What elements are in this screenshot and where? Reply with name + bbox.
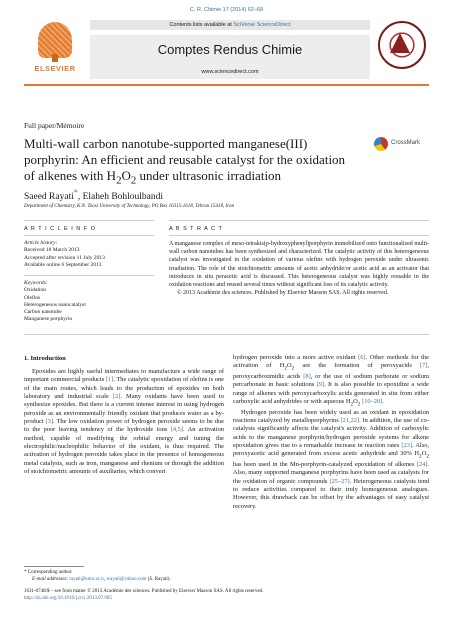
title-sub-2: 2 <box>130 174 137 187</box>
contents-prefix: Contents lists available at <box>169 22 232 28</box>
doi-link[interactable]: http://dx.doi.org/10.1016/j.crci.2013.07.005 <box>24 596 112 601</box>
article-history <box>24 240 154 269</box>
abstract <box>169 240 429 297</box>
keyword: Manganese porphyrin <box>24 316 73 323</box>
citation-link[interactable]: [10–20] <box>362 398 383 405</box>
keyword: Oxidation <box>24 287 46 294</box>
keyword: Carbon nanotube <box>24 309 62 316</box>
keyword: Olefins <box>24 294 41 301</box>
citation-link[interactable]: [25–27] <box>329 477 350 485</box>
copyright: © 2013 Académie des sciences. Published by Elsevier Masson SAS. All rights reserved. <box>177 290 389 297</box>
title-sub-1: 2 <box>116 174 122 187</box>
footnote-rule <box>24 566 84 567</box>
footer-rights: 1631-0748/$ – see front matter © 2013 Académie des sciences. Published by Elsevier Masson SAS. All rights reserved. <box>24 589 264 594</box>
body-column-left <box>24 368 224 476</box>
subscript: 2 <box>357 401 361 408</box>
divider <box>24 235 154 236</box>
article-info-heading: A R T I C L E I N F O <box>24 226 96 232</box>
intro-paragraph-2: hydrogen peroxide into a more active oxidant [6]. Other methods for the activation of $H_2O_2$ are the formation of peroxyacids [7], peroxycarboximidic acids [8], or the use of sodium perborate or sodium percarbonate in basic solutions [9]. It is also possible to epoxidize a wide range of alkenes with peroxycarboxylic acids generated in situ from either carboxylic acid anhydrides or with aqueous $H_2O_2$ [10–20]. <box>233 354 429 408</box>
elsevier-logo <box>28 20 82 76</box>
keyword: Heterogeneous nanocatalyst <box>24 301 86 308</box>
citation-link[interactable]: [2] <box>112 393 121 401</box>
title-line-2: porphyrin: An efficient and reusable catalyst for the oxidation <box>24 152 346 167</box>
email-line: E-mail addresses: rayati@kntu.ac.ir, srayati@yahoo.com (S. Rayati). <box>32 576 171 582</box>
header-rule <box>24 84 429 86</box>
history-label: Article history: <box>24 240 58 246</box>
title-line-1: Multi-wall carbon nanotube-supported manganese(III) <box>24 136 308 151</box>
crossmark-icon <box>374 137 388 151</box>
title-line-3-pre: of alkenes with H <box>24 168 117 183</box>
online-date: Available online 6 September 2013 <box>24 261 102 268</box>
body-column-right <box>233 354 429 511</box>
citation-link[interactable]: [3] <box>45 418 53 426</box>
author-1: Saeed Rayati <box>24 192 74 203</box>
title-line-3 <box>24 168 374 189</box>
page-footer <box>24 588 429 602</box>
divider <box>169 235 429 236</box>
publisher-logo-text: ELSEVIER <box>34 64 76 73</box>
contents-line <box>90 20 370 30</box>
author-separator: , <box>77 192 83 203</box>
intro-paragraph-3: Hydrogen peroxide has been widely used as an oxidant in epoxidation reactions catalyzed by metalloporphyrins [21,22]. In addition, the use of co-catalysts significantly affects the catalyst's activity. Addition of carboxylic acids to the manganese porphyrin/hydrogen peroxide systems for alkene epoxidation gives rise to a remarkable increase in reaction rates [23]. Also, peroxyacetic acid generated from excess acetic anhydride and 30% $H_2O_2$ has been used in the Mn-porphyrin-catalyzed epoxidation of alkenes [24]. Also, many supported manganese porphyrins have been used as catalysts for the oxidation of organic compounds [25–27]. Heterogeneous catalysts tend to reduce activities compared to their truly homogeneous analogues. However, this drawback can be offset by the advantages of easy catalyst recovery. <box>233 408 430 510</box>
keywords-label: Keywords: <box>24 280 48 286</box>
citation-link[interactable]: [6] <box>358 354 366 361</box>
section-heading: 1. Introduction <box>24 355 66 362</box>
abstract-text: A manganese complex of meso-tetrakis(p-hydroxyphenyl)porphyrin immobilized onto functionalized multi-wall carbon nanotubes has been synthesized and characterized. The catalytic activity of this heterogeneous catalyst was investigated in the oxidation of various olefins with hydrogen peroxide under ultrasonic irradiation. The role of the stoichiometric amounts of acetic anhydride/or acetic acid as an activator that introduces in situ peracetic acid is discussed. This heterogeneous catalyst was highly reusable in the oxidation reactions and reused several times without significant loss of its catalytic activity. <box>169 241 429 289</box>
title-mid: O <box>121 168 131 183</box>
authors <box>24 188 163 202</box>
citation-link[interactable]: [7] <box>419 362 428 370</box>
subscript: 2 <box>426 453 429 460</box>
subscript: 2 <box>291 365 295 372</box>
email-label: E-mail addresses: <box>32 576 69 582</box>
title-line-3-post: under ultrasonic irradiation <box>136 168 282 183</box>
article-type: Full paper/Mémoire <box>24 121 85 130</box>
crossmark-button[interactable] <box>374 137 429 153</box>
journal-url[interactable]: www.sciencedirect.com <box>90 65 370 79</box>
divider <box>169 220 429 221</box>
citation-link[interactable]: [24] <box>416 460 428 468</box>
accepted-date: Accepted after revision 11 July 2013 <box>24 254 105 261</box>
footnote-mark: * <box>24 570 27 575</box>
citation-link[interactable]: [21,22] <box>340 416 360 424</box>
subscript: 2 <box>284 365 288 372</box>
citation-link[interactable]: [9] <box>316 381 325 389</box>
journal-reference[interactable]: C. R. Chimie 17 (2014) 62–68 <box>189 7 264 13</box>
citation-link[interactable]: [23] <box>401 442 413 449</box>
citation-link[interactable]: [4,5] <box>170 426 183 434</box>
abstract-heading: A B S T R A C T <box>169 226 223 232</box>
intro-paragraph-1: Epoxides are highly useful intermediates to manufacture a wide range of important commercial products [1]. The catalytic epoxidation of olefins is one of the main routes, which leads to the production of epoxides on both laboratory and industrial scale [2]. Many oxidants have been used to synthesize epoxides. But there is a current intense interest in using hydrogen peroxide as an environmentally friendly oxidant that produces water as a by-product [3]. The low oxidation power of hydrogen peroxide seems to be due to the poor leaving tendency of the hydroxide ions [4,5]. An activation method, capable of modifying the orbital energy and tuning the electrophilic/nucleophilic behavior of the oxidant, is thus required. The activation of hydrogen peroxide takes place in the presence of homogeneous metal catalysts, such as iron, manganese and rhenium or through the addition of stoichiometric amounts of auxiliaries, which convert <box>24 368 225 476</box>
divider <box>24 334 429 335</box>
citation-link[interactable]: [1] <box>105 376 114 384</box>
divider <box>24 220 154 221</box>
email-suffix: (S. Rayati). <box>147 576 171 582</box>
divider <box>24 275 154 276</box>
crossmark-label: CrossMark <box>391 140 421 146</box>
affiliation: Department of Chemistry, K.N. Toosi University of Technology, PO Box 16315-1618, Tehran 15418, Iran <box>24 204 235 209</box>
subscript: 2 <box>350 401 354 408</box>
academy-seal-icon <box>375 19 429 77</box>
journal-name: Comptes Rendus Chimie <box>90 35 370 65</box>
author-1-footnote-mark[interactable]: * <box>73 188 78 197</box>
subscript: 2 <box>419 453 422 460</box>
keywords-block <box>24 280 154 324</box>
citation-link[interactable]: [8] <box>303 372 311 380</box>
footnote <box>24 570 224 583</box>
received-date: Received 18 March 2013 <box>24 247 80 254</box>
email-link-2[interactable]: srayati@yahoo.com <box>106 576 147 582</box>
tree-icon <box>38 22 72 58</box>
tree-trunk <box>52 54 58 62</box>
corresponding-label: Corresponding author. <box>27 570 73 575</box>
sciencedirect-link[interactable]: SciVerse ScienceDirect <box>233 22 291 28</box>
author-2: Elaheh Bohloulbandi <box>82 192 164 203</box>
article-title <box>24 136 374 189</box>
email-link-1[interactable]: rayati@kntu.ac.ir <box>69 576 104 582</box>
